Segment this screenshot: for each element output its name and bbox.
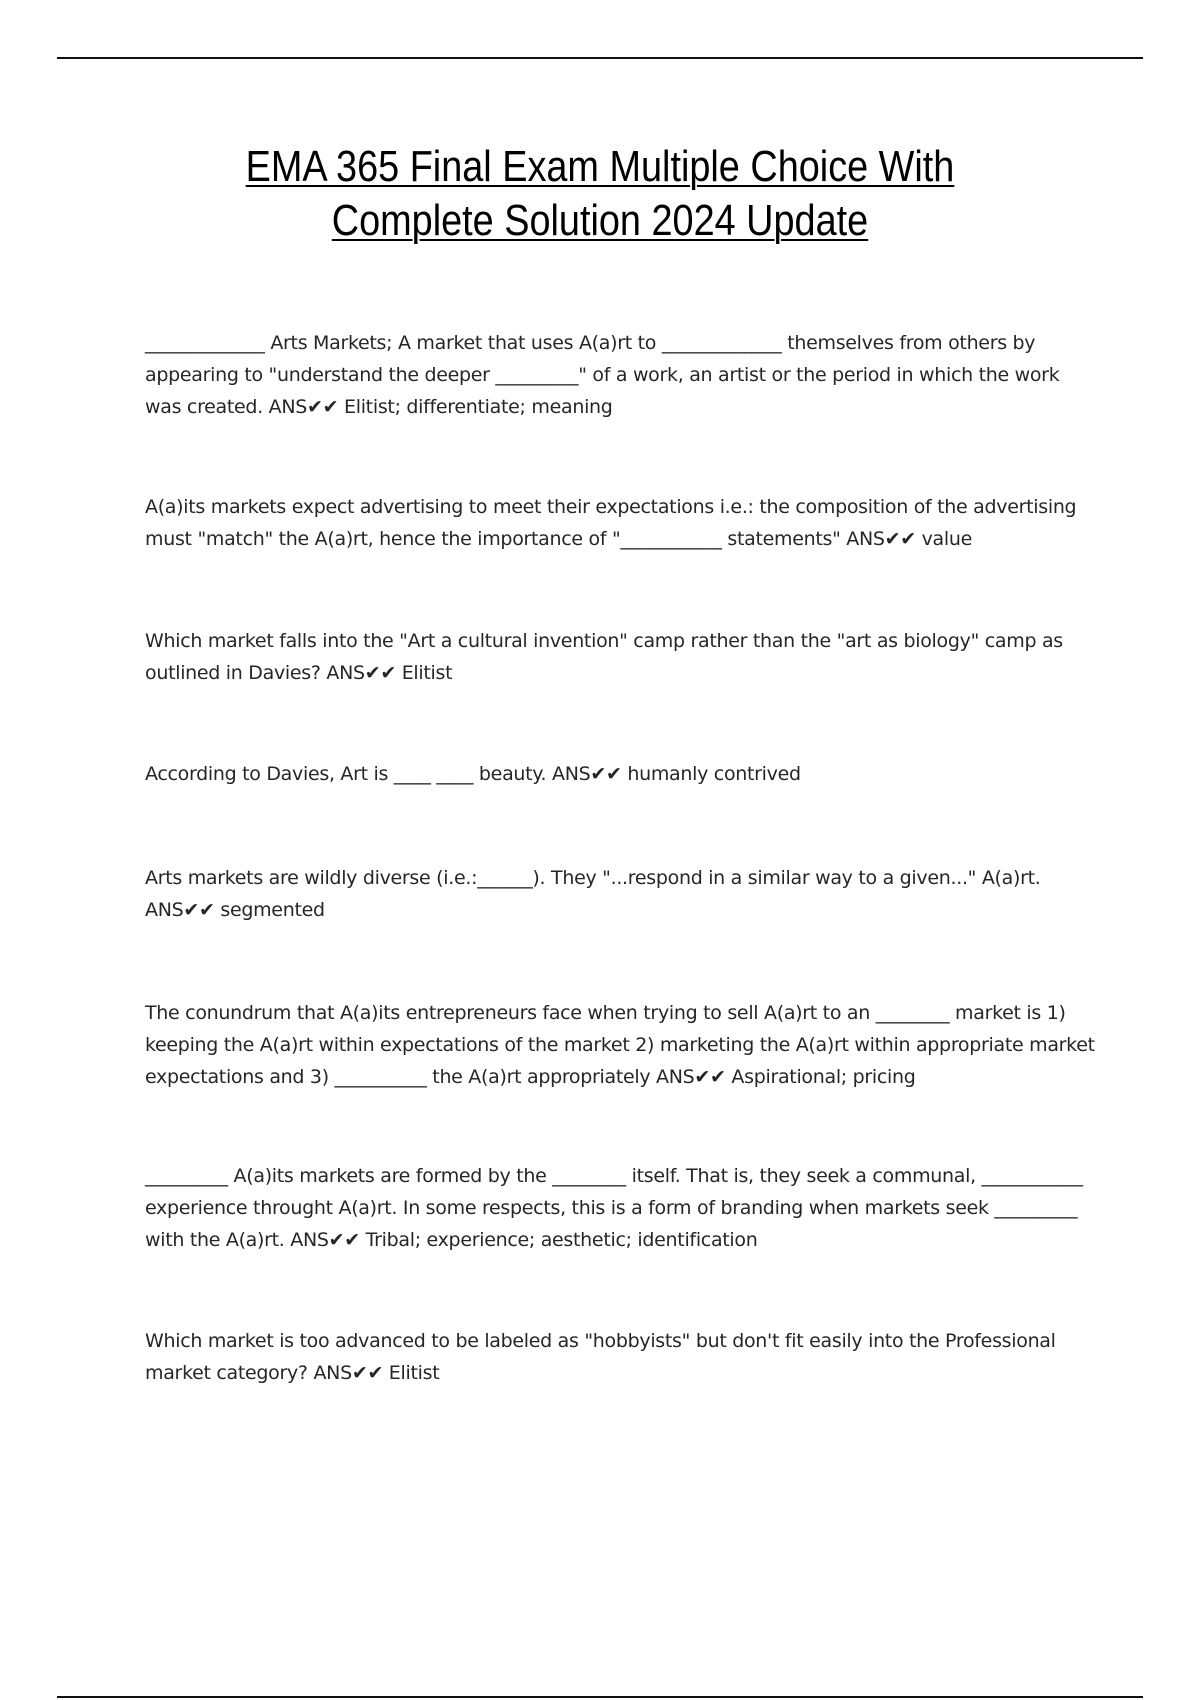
top-rule — [57, 57, 1143, 59]
question-8: Which market is too advanced to be labeled as "hobbyists" but don't fit easily into the Professional market category? ANS✔✔ Elitist — [145, 1330, 1056, 1384]
document-title: EMA 365 Final Exam Multiple Choice With Complete Solution 2024 Update — [245, 142, 955, 245]
question-1: _____________ Arts Markets; A market that uses A(a)rt to _____________ themselves from others by appearing to "understand the deeper _________" of a work, an artist or the period in which the work was created. ANS✔✔ Elitist; differentiate; meaning — [145, 332, 1060, 418]
question-7: _________ A(a)its markets are formed by the ________ itself. That is, they seek a communal, ___________ experience throught A(a)rt. In some respects, this is a form of branding when markets seek _________ with the A(a)rt. ANS✔✔ Tribal; experience; aesthetic; identification — [145, 1165, 1083, 1251]
question-6: The conundrum that A(a)its entrepreneurs face when trying to sell A(a)rt to an ________ market is 1) keeping the A(a)rt within expectations of the market 2) marketing the A(a)rt within appropriate market expectations and 3) __________ the A(a)rt appropriately ANS✔✔ Aspirational; pricing — [145, 1002, 1095, 1088]
question-3: Which market falls into the "Art a cultural invention" camp rather than the "art as biology" camp as outlined in Davies? ANS✔✔ Elitist — [145, 630, 1063, 684]
question-4: According to Davies, Art is ____ ____ beauty. ANS✔✔ humanly contrived — [145, 763, 801, 785]
question-2: A(a)its markets expect advertising to meet their expectations i.e.: the composition of the advertising must "match" the A(a)rt, hence the importance of "___________ statements" ANS✔✔ value — [145, 496, 1077, 550]
bottom-rule — [57, 1696, 1143, 1698]
question-5: Arts markets are wildly diverse (i.e.:______). They "...respond in a similar way to a given..." A(a)rt. ANS✔✔ segmented — [145, 867, 1041, 921]
